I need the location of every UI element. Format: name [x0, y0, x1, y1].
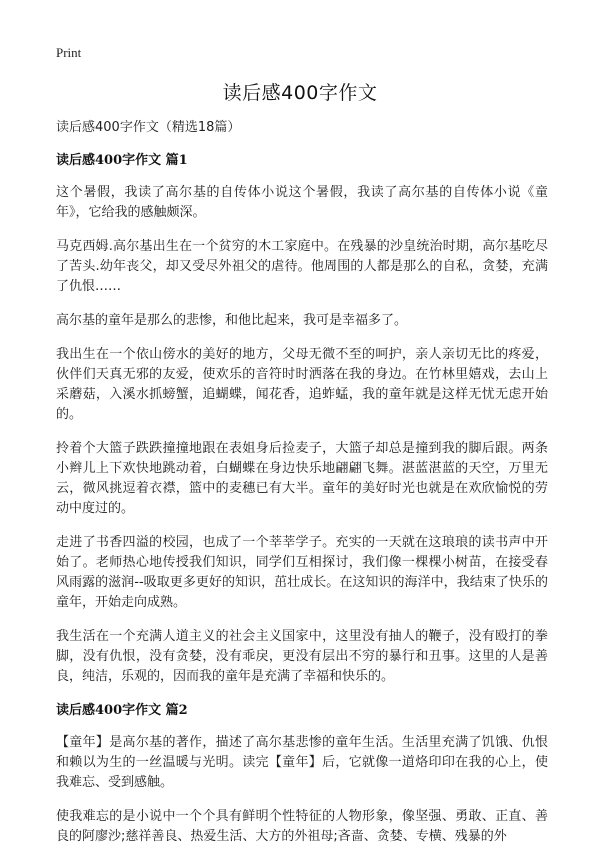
paragraph: 这个暑假，我读了高尔基的自传体小说这个暑假，我读了高尔基的自传体小说《童年》，它给我的感触颇深。 — [56, 185, 548, 220]
paragraph: 高尔基的童年是那么的悲惨，和他比起来，我可是幸福多了。 — [56, 313, 408, 328]
section-heading-2: 读后感400字作文 篇2 — [56, 703, 188, 718]
paragraph: 拎着个大篮子跌跌撞撞地跟在表姐身后捡麦子，大篮子却总是撞到我的脚后跟。两条小辫儿上下欢快地跳动着，白蝴蝶在身边快乐地翩翩飞舞。湛蓝湛蓝的天空，万里无云，微风挑逗着衣襟，篮中的麦穗已有大半。童年的美好时光也就是在欢欣愉悦的劳动中度过的。 — [56, 441, 548, 516]
article-subtitle: 读后感400字作文（精选18篇） — [56, 120, 241, 135]
paragraph: 我生活在一个充满人道主义的社会主义国家中，这里没有抽人的鞭子，没有殴打的拳脚，没有仇恨，没有贪婪，没有乖戾，更没有层出不穷的暴行和丑事。这里的人是善良，纯洁，乐观的，因而我的童年是充满了幸福和快乐的。 — [56, 629, 548, 684]
article-body — [56, 118, 548, 861]
print-link[interactable]: Print — [56, 45, 82, 60]
paragraph: 使我难忘的是小说中一个个具有鲜明个性特征的人物形象，像坚强、勇敢、正直、善良的阿廖沙;慈祥善良、热爱生活、大方的外祖母;吝啬、贪婪、专横、残暴的外 — [56, 809, 548, 844]
paragraph: 走进了书香四溢的校园，也成了一个莘莘学子。充实的一天就在这琅琅的读书声中开始了。老师热心地传授我们知识，同学们互相探讨，我们像一棵棵小树苗，在接受春风雨露的滋润--吸取更多更好的知识，茁壮成长。在这知识的海洋中，我结束了快乐的童年，开始走向成熟。 — [56, 535, 548, 610]
page-title: 读后感400字作文 — [222, 82, 378, 104]
section-heading-1: 读后感400字作文 篇1 — [56, 153, 188, 168]
paragraph: 【童年】是高尔基的著作，描述了高尔基悲惨的童年生活。生活里充满了饥饿、仇恨和赖以为生的一丝温暖与光明。读完【童年】后，它就像一道烙印印在我的心上，使我难忘、受到感触。 — [56, 735, 548, 790]
paragraph: 我出生在一个依山傍水的美好的地方，父母无微不至的呵护，亲人亲切无比的疼爱，伙伴们天真无邪的友爱，使欢乐的音符时时洒落在我的身边。在竹林里嬉戏，去山上采蘑菇，入溪水抓螃蟹，追蝴蝶，闻花香，追蚱蜢，我的童年就是这样无忧无虑开始的。 — [56, 347, 548, 422]
paragraph: 马克西姆.高尔基出生在一个贫穷的木工家庭中。在残暴的沙皇统治时期，高尔基吃尽了苦头.幼年丧父，却又受尽外祖父的虐待。他周围的人都是那么的自私，贪婪，充满了仇恨…… — [56, 239, 548, 294]
